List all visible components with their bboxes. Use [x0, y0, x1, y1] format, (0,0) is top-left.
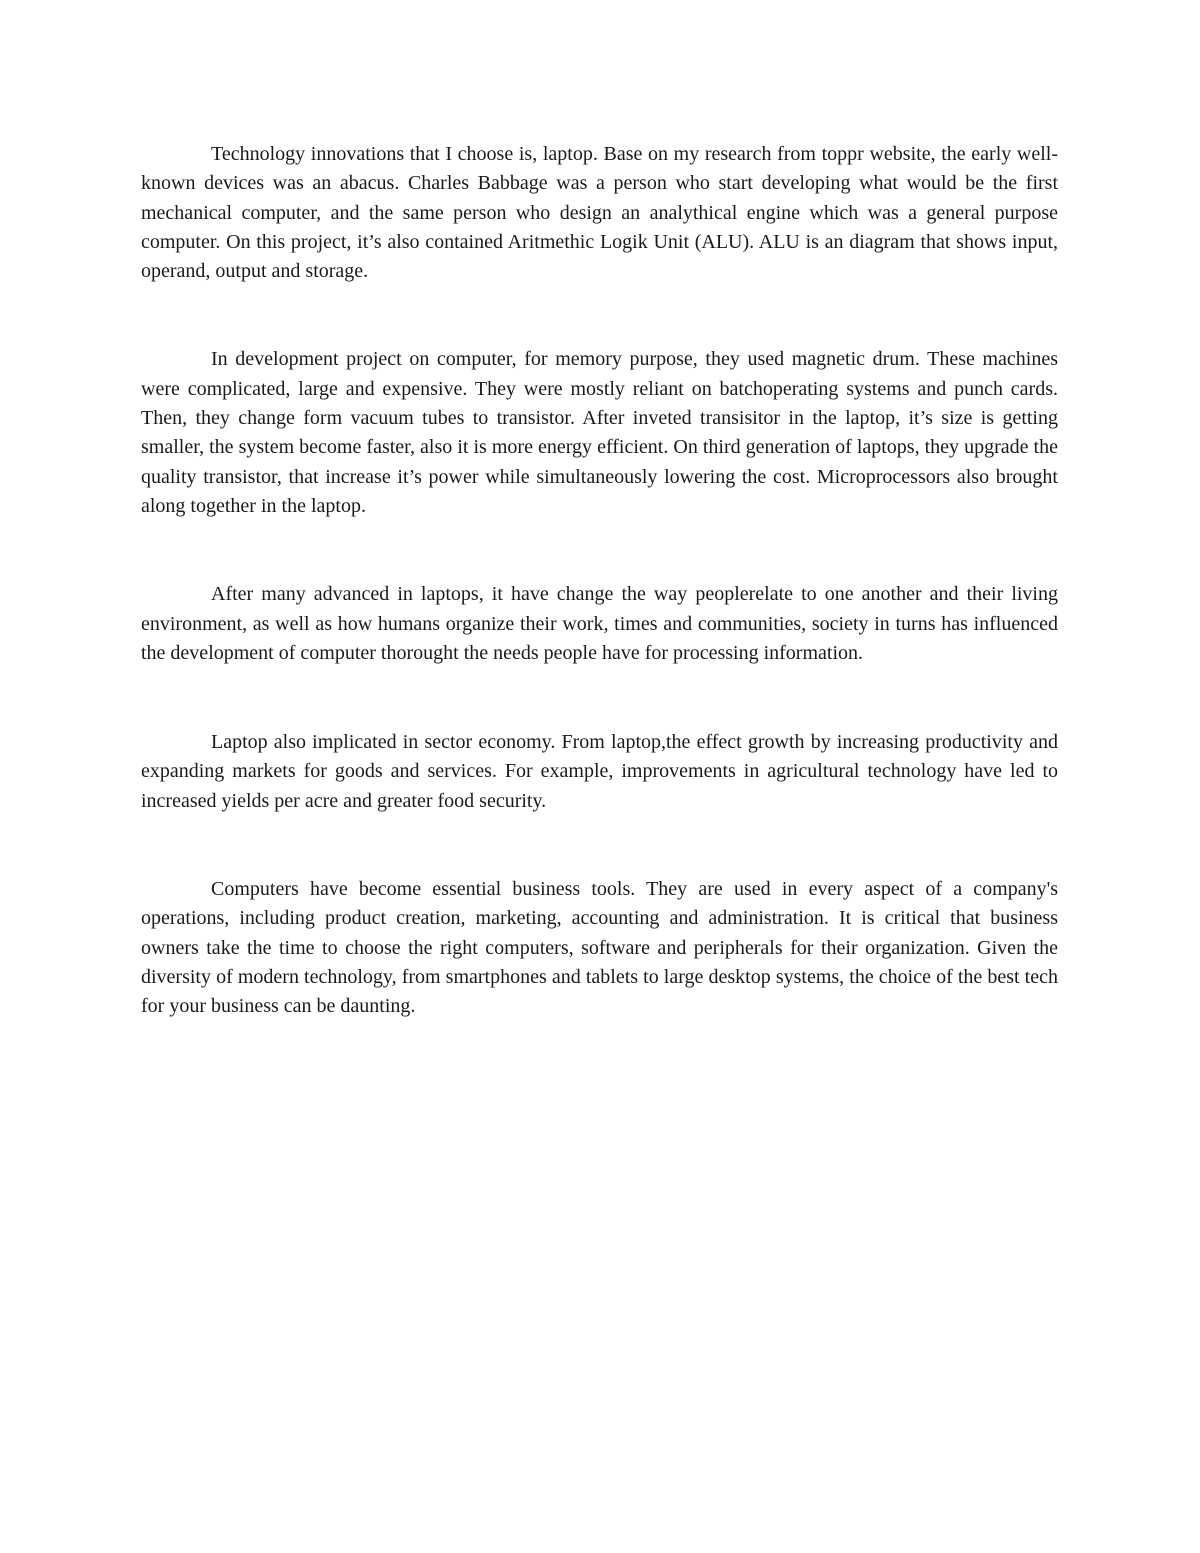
paragraph-development-project: In development project on computer, for memory purpose, they used magnetic drum. These machines were complicated, large and expensive. They were mostly reliant on batchoperating systems and punch cards. Then, they change form vacuum tubes to transistor. After inveted transisitor in the laptop, it’s size is getting smaller, the system become faster, also it is more energy efficient. On third generation of laptops, they upgrade the quality transistor, that increase it’s power while simultaneously lowering the cost. Microprocessors also brought along together in the laptop. — [141, 348, 1058, 517]
paragraph-economy: Laptop also implicated in sector economy. From laptop,the effect growth by increasing productivity and expanding markets for goods and services. For example, improvements in agricultural technology have led to increased yields per acre and greater food security. — [141, 731, 1058, 812]
paragraph-social-impact: After many advanced in laptops, it have change the way peoplerelate to one another and their living environment, as well as how humans organize their work, times and communities, society in turns has influenced the development of computer thorought the needs people have for processing information. — [141, 583, 1058, 664]
paragraph-technology-innovations: Technology innovations that I choose is, laptop. Base on my research from toppr website, the early well-known devices was an abacus. Charles Babbage was a person who start developing what would be the first mechanical computer, and the same person who design an analythical engine which was a general purpose computer. On this project, it’s also contained Aritmethic Logik Unit (ALU). ALU is an diagram that shows input, operand, output and storage. — [141, 143, 1058, 283]
document-body — [141, 140, 1058, 1022]
paragraph-business-tools: Computers have become essential business tools. They are used in every aspect of a company's operations, including product creation, marketing, accounting and administration. It is critical that business owners take the time to choose the right computers, software and peripherals for their organization. Given the diversity of modern technology, from smartphones and tablets to large desktop systems, the choice of the best tech for your business can be daunting. — [141, 878, 1058, 1018]
